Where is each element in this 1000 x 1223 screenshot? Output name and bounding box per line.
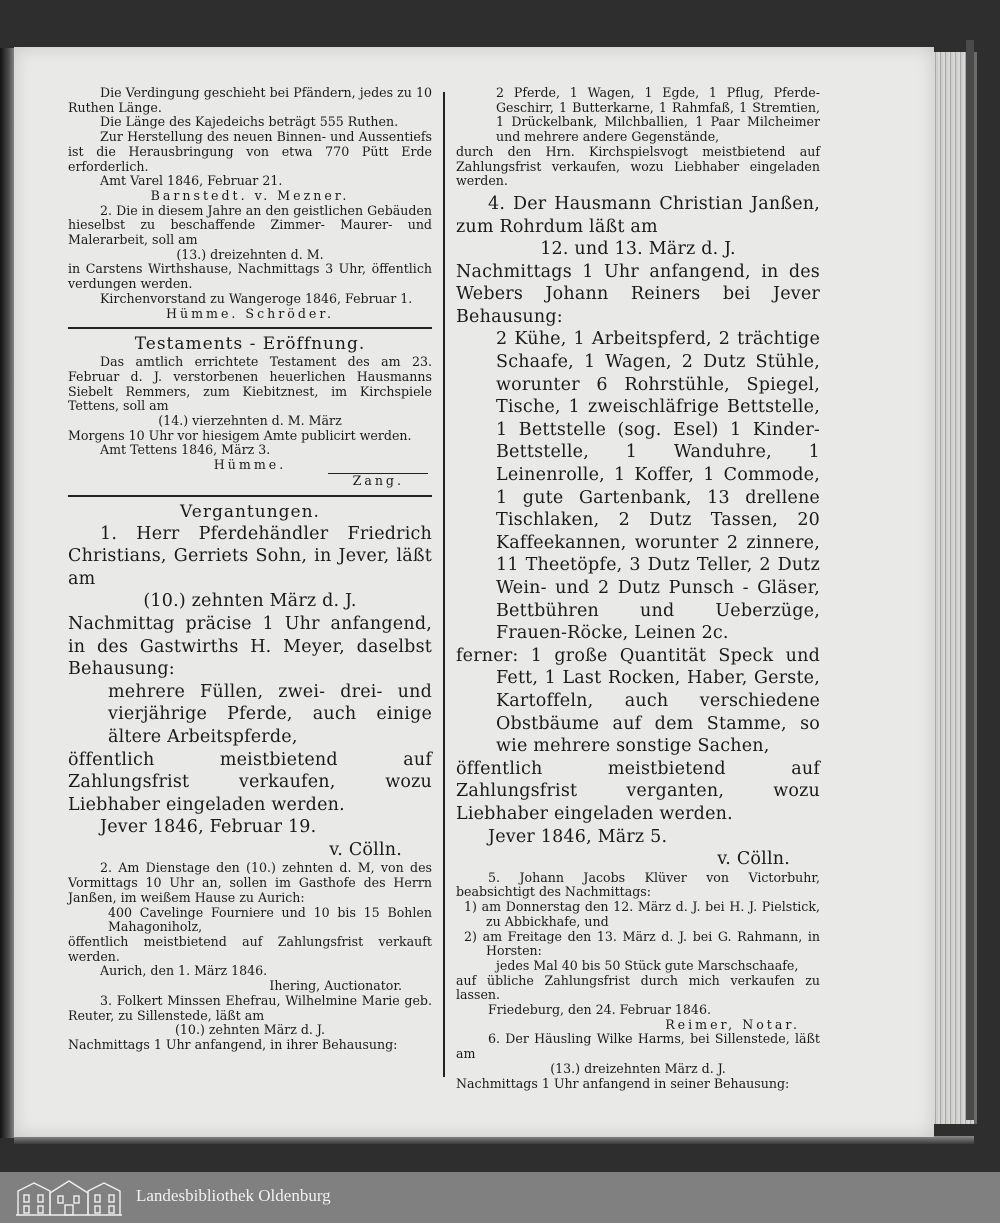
notice-date: (10.) zehnten März d. J. <box>175 1022 325 1038</box>
book-binding <box>966 40 974 1120</box>
place-date: Aurich, den 1. März 1846. <box>100 963 268 979</box>
item-list: 2 Pferde, 1 Wagen, 1 Egde, 1 Pflug, Pferde-Geschirr, 1 Butterkarne, 1 Rahmfaß, 1 Stremtien, 1 Drückelbank, Milchballien, 1 Paar Milcheimer und mehrere andere Gegenstände, <box>496 85 820 145</box>
notice-text: 2. Am Dienstage den (10.) zehnten d. M, von des Vormittags 10 Uhr an, sollen im Gasthofe des Herrn Janßen, im weißem Hause zu Aurich: <box>68 860 432 905</box>
right-column <box>456 86 820 1091</box>
notice-text: durch den Hrn. Kirchspielsvogt meistbietend auf Zahlungsfrist verkaufen, wozu Liebhaber eingeladen werden. <box>456 143 820 189</box>
notice-text: auf übliche Zahlungsfrist durch mich verkaufen zu lassen. <box>456 972 820 1003</box>
notice-text: Nachmittags 1 Uhr anfangend, in ihrer Behausung: <box>68 1036 398 1052</box>
notice-text: in Carstens Wirthshause, Nachmittags 3 Uhr, öffentlich verdungen werden. <box>68 261 432 292</box>
notice-date: (13.) dreizehnten März d. J. <box>550 1060 726 1076</box>
notice-text: 3. Folkert Minssen Ehefrau, Wilhelmine Marie geb. Reuter, zu Sillenstede, läßt am <box>68 992 432 1023</box>
item-list: mehrere Füllen, zwei- drei- und vierjährige Pferde, auch einige ältere Arbeitspferde, <box>108 681 432 747</box>
section-rule <box>68 495 432 497</box>
place-date: Friedeburg, den 24. Februar 1846. <box>488 1002 711 1018</box>
notice-date: (10.) zehnten März d. J. <box>143 591 357 612</box>
notice-sign: Kirchenvorstand zu Wangeroge 1846, Februar 1. <box>100 290 413 306</box>
section-heading: Vergantungen. <box>180 501 320 522</box>
page-bottom-edge <box>14 1136 974 1144</box>
notice-date: (13.) dreizehnten d. M. <box>176 246 324 262</box>
intro-line: Amt Varel 1846, Februar 21. <box>100 173 283 189</box>
signature: Ihering, Auctionator. <box>269 978 402 994</box>
notice-text: Nachmittags 1 Uhr anfangend, in des Webers Johann Reiners bei Jever Behausung: <box>456 261 820 327</box>
library-footer <box>0 1172 1000 1223</box>
notice-text: 1. Herr Pferdehändler Friedrich Christians, Gerriets Sohn, in Jever, läßt am <box>68 523 432 589</box>
library-name: Landesbibliothek Oldenburg <box>136 1186 331 1205</box>
left-column <box>68 86 432 1053</box>
notice-date: 12. und 13. März d. J. <box>540 239 736 260</box>
notice-text: öffentlich meistbietend auf Zahlungsfrist verkaufen, wozu Liebhaber eingeladen werden. <box>68 749 432 815</box>
notice-text: 5. Johann Jacobs Klüver von Victorbuhr, beabsichtigt des Nachmittags: <box>456 869 820 900</box>
item-list: jedes Mal 40 bis 50 Stück gute Marschschaafe, <box>496 957 799 973</box>
list-item: 2) am Freitage den 13. März d. J. bei G. Rahmann, in Horsten: <box>464 928 820 959</box>
signature: Zang. <box>352 472 404 488</box>
item-list: ferner: 1 große Quantität Speck und Fett, 1 Last Rocken, Haber, Gerste, Kartoffeln, auch verschiedene Obstbäume auf dem Stamme, so wie mehrere sonstige Sachen, <box>456 645 820 757</box>
intro-line: Zur Herstellung des neuen Binnen- und Aussentiefs ist die Herausbringung von etwa 770 Pütt Erde erforderlich. <box>68 129 432 174</box>
section-rule <box>68 327 432 329</box>
section-heading: Testaments - Eröffnung. <box>134 334 366 355</box>
signature: Hümme. Schröder. <box>166 305 334 321</box>
signature: v. Cölln. <box>329 839 402 860</box>
column-divider <box>443 92 445 1077</box>
notice-text: Das amtlich errichtete Testament des am 23. Februar d. J. verstorbenen heuerlichen Hausmanns Siebelt Remmers, zum Kiebitznest, im Kirchspiele Tettens, soll am <box>68 354 432 414</box>
notice-text: 2. Die in diesem Jahre an den geistlichen Gebäuden hieselbst zu beschaffende Zimmer- Maurer- und Malerarbeit, soll am <box>68 202 432 248</box>
notice-sign: Amt Tettens 1846, März 3. <box>100 442 271 458</box>
signature: Reimer, Notar. <box>665 1016 800 1032</box>
notice-text: Nachmittag präcise 1 Uhr anfangend, in des Gastwirths H. Meyer, daselbst Behausung: <box>68 613 432 680</box>
item-list: 2 Kühe, 1 Arbeitspferd, 2 trächtige Schaafe, 1 Wagen, 2 Dutz Stühle, worunter 6 Rohrstühle, Spiegel, Tische, 1 zweischläfrige Bettstelle, 1 Bettstelle (sog. Esel) 1 Kinder-Bettstelle, 1 Wanduhre, 1 Leinenrolle, 1 Koffer, 1 Commode, 1 gute Gartenbank, 13 drellene Tischlaken, 2 Dutz Tassen, 20 Kaffeekannen, worunter 2 zinnere, 11 Theetöpfe, 3 Dutz Teller, 2 Dutz Wein- und 2 Dutz Punsch - Gläser, Bettbühren und Ueberzüge, Frauen-Röcke, Leinen 2c. <box>496 329 820 644</box>
place-date: Jever 1846, Februar 19. <box>100 817 317 838</box>
intro-line: Die Verdingung geschieht bei Pfändern, jedes zu 10 Ruthen Länge. <box>68 85 432 115</box>
item-list: 400 Cavelinge Fourniere und 10 bis 15 Bohlen Mahagoniholz, <box>108 904 432 935</box>
signature: v. Cölln. <box>717 849 790 870</box>
notice-text: Morgens 10 Uhr vor hiesigem Amte publicirt werden. <box>68 427 412 443</box>
notice-text: 4. Der Hausmann Christian Janßen, zum Rohrdum läßt am <box>456 193 820 237</box>
notice-text: Nachmittags 1 Uhr anfangend in seiner Behausung: <box>456 1075 790 1091</box>
notice-text: 6. Der Häusling Wilke Harms, bei Sillenstede, läßt am <box>456 1031 820 1062</box>
notice-text: öffentlich meistbietend auf Zahlungsfrist verkauft werden. <box>68 934 432 964</box>
signature: Hümme. <box>213 457 287 473</box>
signature: Barnstedt. v. Mezner. <box>150 187 350 203</box>
place-date: Jever 1846, März 5. <box>488 826 668 847</box>
library-building-icon <box>14 1177 124 1217</box>
list-item: 1) am Donnerstag den 12. März d. J. bei H. J. Pielstick, zu Abbickhafe, und <box>464 899 820 929</box>
notice-date: (14.) vierzehnten d. M. März <box>158 413 342 429</box>
intro-line: Die Länge des Kajedeichs beträgt 555 Ruthen. <box>100 114 399 130</box>
notice-text: öffentlich meistbietend auf Zahlungsfrist verganten, wozu Liebhaber eingeladen werden. <box>456 758 820 824</box>
